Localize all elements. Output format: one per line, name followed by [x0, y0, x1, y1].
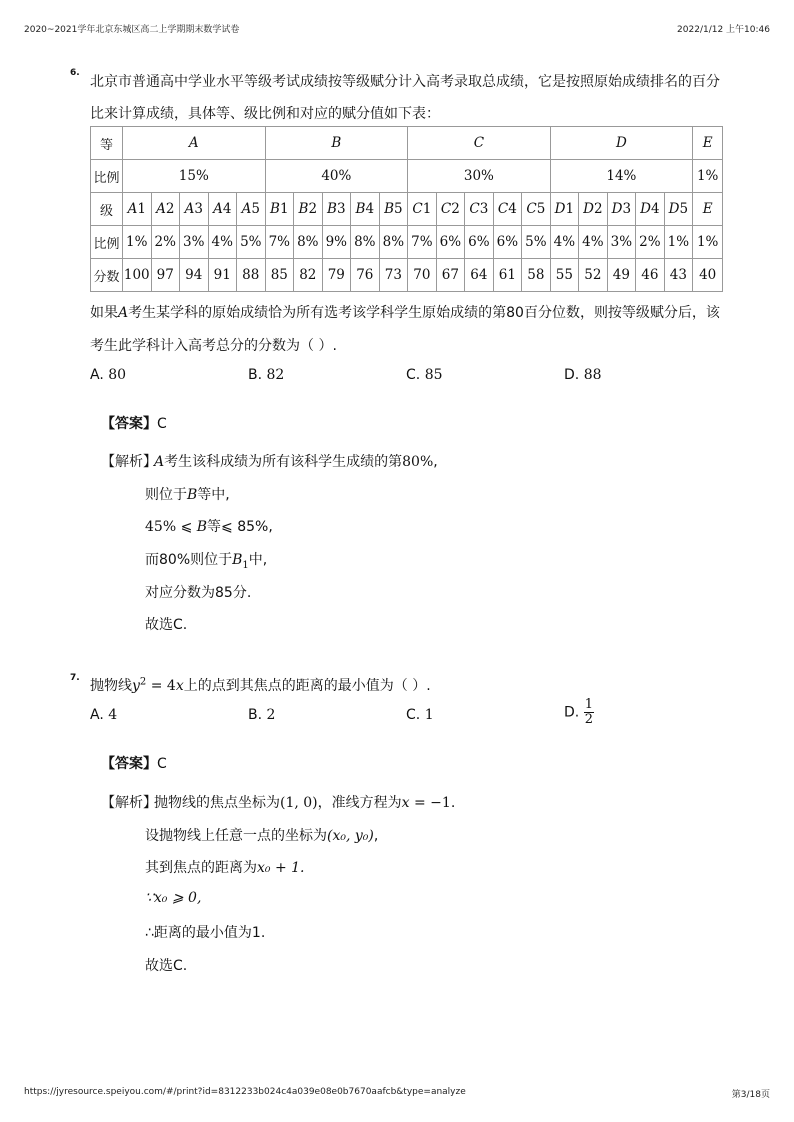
level-cell	[607, 193, 636, 226]
option-value: 82	[266, 367, 285, 383]
answer-label: 【答案】	[101, 756, 157, 772]
grade-cell: B	[265, 127, 408, 160]
text: 设抛物线上任意一点的坐标为	[145, 828, 327, 844]
q6-stem-line3-var: A	[118, 305, 129, 321]
level-digit: 4	[222, 201, 232, 217]
level-digit: 2	[593, 201, 603, 217]
level-cell	[322, 193, 351, 226]
level-digit: 2	[308, 201, 318, 217]
page-footer-pagenum: 第3/18页	[731, 1090, 770, 1100]
text: 等⩽ 85%,	[207, 519, 273, 535]
level-digit: 5	[536, 201, 546, 217]
level-cell	[436, 193, 465, 226]
level-letter: A	[127, 201, 138, 217]
score-cell: 46	[636, 259, 665, 292]
score-cell: 91	[208, 259, 237, 292]
fraction	[584, 698, 594, 727]
level-digit: 2	[165, 201, 175, 217]
level-letter: C	[497, 201, 509, 217]
q7-analysis-line1	[154, 792, 455, 812]
option-value: 80	[108, 367, 127, 383]
level-letter: D	[554, 201, 566, 217]
subscript: 1	[242, 559, 249, 571]
level-ratio-cell: 8%	[294, 226, 323, 259]
level-cell	[522, 193, 551, 226]
level-ratio-cell: 1%	[123, 226, 152, 259]
level-cell	[664, 193, 693, 226]
q6-analysis-line6: 故选C.	[145, 617, 188, 633]
level-digit: 3	[479, 201, 489, 217]
score-cell: 100	[123, 259, 152, 292]
q6-answer	[101, 413, 167, 433]
option-letter: A.	[90, 367, 104, 383]
row-label: 比例	[91, 160, 123, 193]
grade-table	[90, 126, 723, 292]
text: 抛物线	[90, 678, 132, 694]
fraction-denominator: 2	[584, 712, 593, 727]
text: 中,	[248, 552, 268, 568]
level-ratio-cell: 6%	[493, 226, 522, 259]
score-cell: 94	[180, 259, 209, 292]
level-letter: A	[156, 201, 166, 217]
table-row	[91, 160, 723, 193]
level-digit: 5	[251, 201, 260, 217]
num: = 4	[146, 678, 176, 694]
score-cell: 67	[436, 259, 465, 292]
q7-option-d[interactable]	[564, 698, 594, 727]
option-value: 88	[583, 367, 602, 383]
level-letter: C	[469, 201, 480, 217]
level-digit: 1	[137, 201, 146, 217]
q7-option-a[interactable]	[90, 707, 117, 723]
score-cell: 55	[550, 259, 579, 292]
level-digit: 4	[508, 201, 517, 217]
q6-option-c[interactable]	[406, 367, 443, 383]
page-footer-url[interactable]: https://jyresource.speiyou.com/#/print?id=8312233b024c4a039e08e0b7670aafcb&type=analyze	[24, 1087, 466, 1097]
page-header-title: 2020~2021学年北京东城区高二上学期期末数学试卷	[24, 25, 240, 35]
grade-cell: C	[408, 127, 551, 160]
q7-analysis-line5: ∴距离的最小值为1.	[145, 925, 266, 941]
grade-ratio-cell: 15%	[123, 160, 266, 193]
level-ratio-cell: 3%	[607, 226, 636, 259]
level-letter: C	[412, 201, 423, 217]
level-ratio-cell: 9%	[322, 226, 351, 259]
option-value: 85	[424, 367, 443, 383]
score-cell: 58	[522, 259, 551, 292]
q6-option-a[interactable]	[90, 367, 126, 383]
grade-ratio-cell: 40%	[265, 160, 408, 193]
q7-answer	[101, 753, 167, 773]
grade-cell: A	[123, 127, 266, 160]
q6-analysis-label: 【解析】	[101, 454, 157, 470]
level-letter: A	[241, 201, 252, 217]
level-ratio-cell: 4%	[208, 226, 237, 259]
level-letter: E	[702, 201, 713, 217]
level-cell	[493, 193, 522, 226]
level-cell	[265, 193, 294, 226]
text: 考生该科成绩为所有该科学生成绩的第	[164, 454, 403, 470]
level-ratio-cell: 8%	[379, 226, 408, 259]
answer-value: C	[157, 416, 167, 432]
text: ,	[373, 828, 379, 844]
q6-stem-line3	[90, 302, 720, 322]
row-label: 分数	[91, 259, 123, 292]
num: = −1.	[409, 795, 456, 811]
q6-stem-line3-prefix: 如果	[90, 305, 118, 321]
level-digit: 4	[365, 201, 375, 217]
level-letter: B	[270, 201, 280, 217]
answer-label: 【答案】	[101, 416, 157, 432]
q7-analysis-line2	[145, 825, 378, 845]
level-digit: 5	[393, 201, 403, 217]
table-row	[91, 193, 723, 226]
coord: (x₀, y₀)	[327, 828, 374, 844]
num: 45% ⩽	[145, 519, 197, 535]
text: ，准线方程为	[317, 795, 402, 811]
option-value: 1	[424, 707, 434, 723]
row-label: 等	[91, 127, 123, 160]
level-cell	[294, 193, 323, 226]
level-letter: A	[184, 201, 195, 217]
q7-stem	[90, 675, 431, 695]
row-label: 比例	[91, 226, 123, 259]
question-number-6: 6.	[70, 68, 80, 78]
var: B	[187, 487, 198, 503]
score-cell: 49	[607, 259, 636, 292]
table-row	[91, 259, 723, 292]
grade-cell: E	[693, 127, 723, 160]
grade-ratio-cell: 30%	[408, 160, 551, 193]
option-value: 4	[108, 707, 118, 723]
score-cell: 76	[351, 259, 380, 292]
coord: (1, 0)	[280, 795, 318, 811]
grade-ratio-cell: 14%	[550, 160, 693, 193]
question-number-7: 7.	[70, 673, 80, 683]
level-cell	[123, 193, 152, 226]
var: y	[132, 678, 140, 694]
text: 则位于	[145, 487, 187, 503]
score-cell: 73	[379, 259, 408, 292]
level-cell	[693, 193, 723, 226]
option-letter: B.	[248, 707, 263, 723]
var: A	[154, 454, 165, 470]
level-ratio-cell: 2%	[151, 226, 180, 259]
score-cell: 61	[493, 259, 522, 292]
level-digit: 3	[336, 201, 346, 217]
score-cell: 79	[322, 259, 351, 292]
score-cell: 85	[265, 259, 294, 292]
level-ratio-cell: 4%	[550, 226, 579, 259]
score-cell: 40	[693, 259, 723, 292]
level-letter: D	[668, 201, 680, 217]
level-cell	[408, 193, 437, 226]
level-ratio-cell: 2%	[636, 226, 665, 259]
level-letter: D	[640, 201, 651, 217]
text: 抛物线的焦点坐标为	[154, 795, 280, 811]
table-row	[91, 127, 723, 160]
superscript: 2	[139, 676, 147, 688]
score-cell: 82	[294, 259, 323, 292]
var: x	[401, 795, 410, 811]
option-value: 2	[266, 707, 276, 723]
q6-analysis-line4	[145, 549, 267, 571]
level-letter: B	[355, 201, 366, 217]
level-letter: C	[526, 201, 537, 217]
level-ratio-cell: 6%	[436, 226, 465, 259]
level-digit: 1	[565, 201, 575, 217]
score-cell: 64	[465, 259, 494, 292]
answer-value: C	[157, 756, 167, 772]
row-label: 级	[91, 193, 123, 226]
level-cell	[636, 193, 665, 226]
q6-analysis-line1	[154, 451, 438, 471]
level-letter: D	[583, 201, 594, 217]
q7-option-b[interactable]	[248, 707, 275, 723]
score-cell: 43	[664, 259, 693, 292]
option-letter: B.	[248, 367, 263, 383]
level-cell	[351, 193, 380, 226]
level-ratio-cell: 5%	[237, 226, 266, 259]
level-digit: 3	[194, 201, 203, 217]
level-cell	[151, 193, 180, 226]
level-digit: 4	[650, 201, 660, 217]
level-digit: 2	[451, 201, 460, 217]
text: 其到焦点的距离为	[145, 860, 257, 876]
q7-analysis-line6: 故选C.	[145, 958, 188, 974]
var: B	[232, 552, 243, 568]
score-cell: 97	[151, 259, 180, 292]
q7-option-c[interactable]	[406, 707, 434, 723]
score-cell: 52	[579, 259, 608, 292]
q6-stem-line3-text: 考生某学科的原始成绩恰为所有选考该学科学生原始成绩的第80百分位数，则按等级赋分后，该	[128, 305, 720, 321]
page-header-datetime: 2022/1/12 上午10:46	[677, 25, 770, 35]
level-letter: A	[213, 201, 223, 217]
level-cell	[208, 193, 237, 226]
option-letter: D.	[564, 704, 580, 721]
q6-option-d[interactable]	[564, 367, 602, 383]
q6-analysis-line2	[145, 484, 230, 504]
level-digit: 1	[279, 201, 289, 217]
score-cell: 70	[408, 259, 437, 292]
level-ratio-cell: 8%	[351, 226, 380, 259]
var: B	[196, 519, 208, 535]
level-cell	[379, 193, 408, 226]
table-row	[91, 226, 723, 259]
q6-option-b[interactable]	[248, 367, 284, 383]
level-cell	[550, 193, 579, 226]
grade-cell: D	[550, 127, 693, 160]
level-digit: 3	[622, 201, 632, 217]
level-letter: B	[327, 201, 337, 217]
level-cell	[237, 193, 266, 226]
level-digit: 1	[422, 201, 432, 217]
level-letter: B	[384, 201, 394, 217]
q6-analysis-line3	[145, 516, 273, 536]
option-letter: A.	[90, 707, 104, 723]
text: 而80%则位于	[145, 552, 233, 568]
expr: x₀ + 1.	[257, 860, 305, 876]
text: ,	[433, 454, 438, 470]
text: 等中,	[197, 487, 230, 503]
level-cell	[180, 193, 209, 226]
level-cell	[465, 193, 494, 226]
num: 80%	[402, 454, 434, 470]
level-letter: B	[298, 201, 309, 217]
q7-analysis-label: 【解析】	[101, 795, 157, 811]
q6-stem-line1: 北京市普通高中学业水平等级考试成绩按等级赋分计入高考录取总成绩，它是按照原始成绩排名的百分	[90, 74, 720, 90]
q7-analysis-line3	[145, 857, 305, 877]
fraction-numerator: 1	[584, 697, 593, 712]
level-ratio-cell: 5%	[522, 226, 551, 259]
level-ratio-cell: 4%	[579, 226, 608, 259]
level-ratio-cell: 1%	[664, 226, 693, 259]
q6-stem-line4: 考生此学科计入高考总分的分数为（ ）.	[90, 338, 337, 354]
option-letter: C.	[406, 707, 421, 723]
level-letter: D	[611, 201, 623, 217]
level-letter: C	[440, 201, 452, 217]
grade-ratio-cell: 1%	[693, 160, 723, 193]
level-ratio-cell: 6%	[465, 226, 494, 259]
level-ratio-cell: 1%	[693, 226, 723, 259]
q7-analysis-line4: ∵x₀ ⩾ 0,	[145, 890, 202, 906]
var: x	[175, 678, 184, 694]
q6-analysis-line5: 对应分数为85分.	[145, 585, 252, 601]
option-letter: D.	[564, 367, 580, 383]
level-ratio-cell: 7%	[265, 226, 294, 259]
text: 上的点到其焦点的距离的最小值为（ ）.	[183, 678, 431, 694]
q6-stem-line2: 比来计算成绩，具体等、级比例和对应的赋分值如下表：	[90, 106, 440, 122]
score-cell: 88	[237, 259, 266, 292]
level-digit: 5	[679, 201, 689, 217]
level-ratio-cell: 7%	[408, 226, 437, 259]
level-ratio-cell: 3%	[180, 226, 209, 259]
level-cell	[579, 193, 608, 226]
option-letter: C.	[406, 367, 421, 383]
